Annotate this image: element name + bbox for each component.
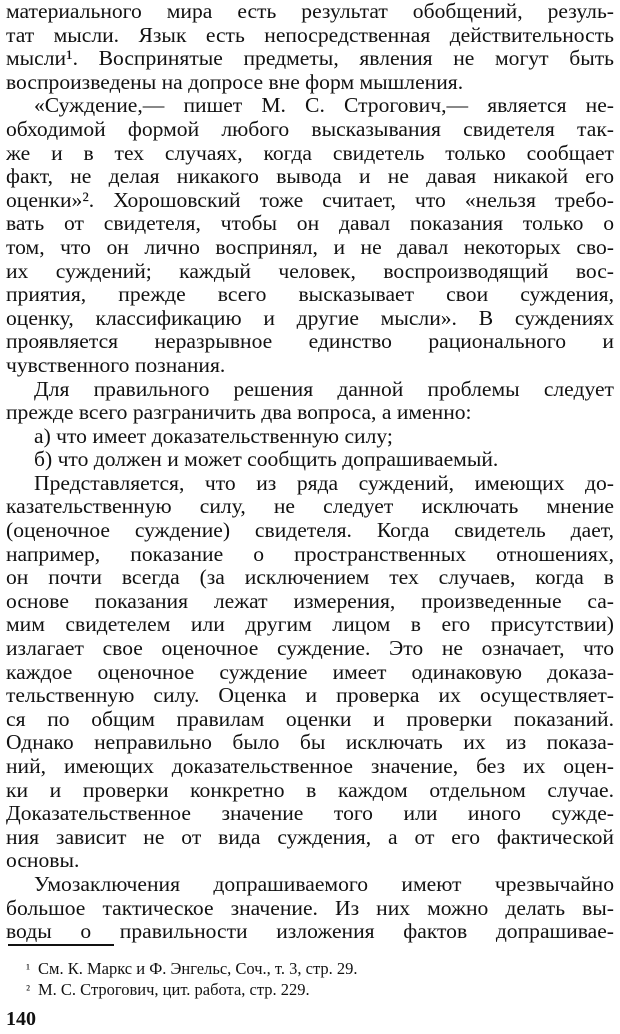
text-line: а) что имеет доказательственную силу;: [34, 424, 393, 448]
footnote-divider: [8, 944, 114, 946]
text-line: Представляется, что из ряда суждений, имеющих до-: [34, 471, 614, 495]
text-line: факт, не делая никакого вывода и не давая никакой его: [6, 165, 614, 189]
text-line: Умозаключения допрашиваемого имеют чрезвычайно: [34, 872, 614, 896]
text-line: каждое оценочное суждение имеет одинаковую доказа-: [6, 660, 614, 684]
text-line: обходимой формой любого высказывания свидетеля так-: [6, 117, 614, 141]
text-line: казательственную силу, не следует исключать мнение: [6, 495, 614, 519]
text-line: излагает свое оценочное суждение. Это не означает, что: [6, 637, 614, 661]
text-line: прежде всего разграничить два вопроса, а именно:: [6, 401, 472, 425]
text-line: большое тактическое значение. Из них можно делать вы-: [6, 896, 614, 920]
text-line: ния зависит не от вида суждения, а от его фактической: [6, 825, 614, 849]
main-text: [6, 0, 614, 944]
footnote-mark: ²: [26, 982, 30, 997]
text-line: приятия, прежде всего высказывает свои суждения,: [6, 283, 614, 307]
footnote-2: [8, 979, 608, 1000]
text-line: оценки»². Хорошовский тоже считает, что «нельзя требо-: [6, 188, 614, 212]
text-line: б) что должен и может сообщить допрашиваемый.: [34, 448, 499, 472]
page-number: 140: [6, 1008, 36, 1030]
footnote-1: [8, 958, 608, 979]
footnote-text: М. С. Строгович, цит. работа, стр. 229.: [38, 980, 310, 999]
text-line: материального мира есть результат обобщений, резуль-: [6, 0, 614, 23]
text-line: (оценочное суждение) свидетеля. Когда свидетель дает,: [6, 519, 614, 543]
text-line: вать от свидетеля, чтобы он давал показания только о: [6, 212, 614, 236]
text-line: мысли¹. Воспринятые предметы, явления не могут быть: [6, 47, 614, 71]
text-line: оценку, классификацию и другие мысли». В суждениях: [6, 306, 614, 330]
text-line: основе показания лежат измерения, произведенные са-: [6, 589, 614, 613]
text-line: же и в тех случаях, когда свидетель только сообщает: [6, 141, 614, 165]
text-line: он почти всегда (за исключением тех случаев, когда в: [6, 566, 614, 590]
text-line: ки и проверки конкретно в каждом отдельном случае.: [6, 778, 614, 802]
footnote-mark: ¹: [26, 961, 30, 976]
footnote-text: См. К. Маркс и Ф. Энгельс, Соч., т. 3, стр. 29.: [38, 959, 358, 978]
text-line: тат мысли. Язык есть непосредственная действительность: [6, 23, 614, 47]
text-line: их суждений; каждый человек, воспроизводящий вос-: [6, 259, 614, 283]
text-line: Доказательственное значение того или иного сужде-: [6, 802, 614, 826]
text-line: Однако неправильно было бы исключать их из показа-: [6, 731, 614, 755]
text-line: «Суждение,— пишет М. С. Строгович,— является не-: [34, 94, 614, 118]
text-line: воды о правильности изложения фактов допрашивае-: [6, 920, 614, 944]
text-line: тельственную силу. Оценка и проверка их осуществляет-: [6, 684, 614, 708]
text-line: чувственного познания.: [6, 353, 226, 377]
text-line: основы.: [6, 849, 80, 873]
footnotes: [8, 958, 608, 1000]
text-line: например, показание о пространственных отношениях,: [6, 542, 614, 566]
text-line: воспроизведены на допросе вне форм мышления.: [6, 70, 464, 94]
text-line: проявляется неразрывное единство рационального и: [6, 330, 614, 354]
text-line: Для правильного решения данной проблемы следует: [34, 377, 614, 401]
text-line: мим свидетелем или другим лицом в его присутствии): [6, 613, 614, 637]
text-line: том, что он лично воспринял, и не давал некоторых сво-: [6, 235, 614, 259]
text-line: ний, имеющих доказательственное значение, без их оцен-: [6, 755, 614, 778]
text-line: ся по общим правилам оценки и проверки показаний.: [6, 707, 614, 731]
